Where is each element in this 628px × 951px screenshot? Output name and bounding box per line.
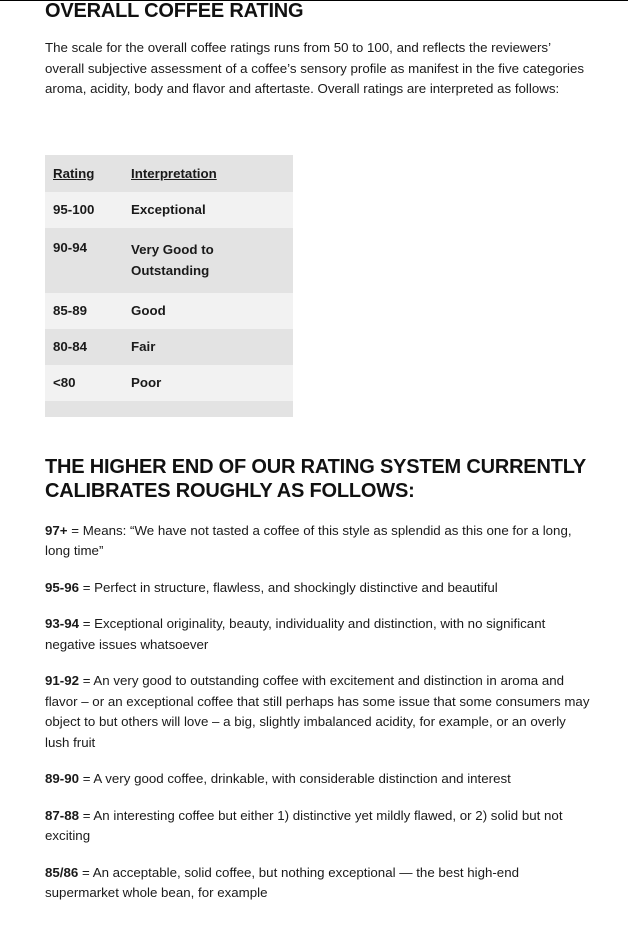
level-text: = An acceptable, solid coffee, but nothing exceptional — the best high-end supermarket whole bean, for example — [45, 864, 519, 900]
intro-paragraph: The scale for the overall coffee ratings runs from 50 to 100, and reflects the reviewers’ overall subjective assessment of a coffee’s sensory profile as manifest in the five categories aroma, acidity, body and flavor and aftertaste. Overall ratings are interpreted as follows: — [45, 40, 585, 96]
calibration-heading: THE HIGHER END OF OUR RATING SYSTEM CURRENTLY CALIBRATES ROUGHLY AS FOLLOWS: — [45, 455, 586, 502]
header-rating: Rating — [45, 155, 123, 192]
table-row — [45, 228, 293, 293]
interpretation-cell: Poor — [123, 365, 293, 401]
level-score: 93-94 — [45, 616, 80, 631]
list-item — [45, 521, 590, 562]
table-footer-cell — [45, 401, 293, 417]
level-score: 97+ — [45, 522, 68, 538]
interpretation-cell: Good — [123, 293, 293, 329]
list-item — [45, 614, 590, 655]
level-text: = An very good to outstanding coffee with excitement and distinction in aroma and flavor – or an exceptional coffee that still perhaps has some issue that some consumers may object to but others will love – a big, slightly imbalanced acidity, for example, or an overly lush fruit — [45, 673, 590, 750]
table-header-row — [45, 155, 293, 192]
interpretation-cell: Fair — [123, 329, 293, 365]
level-score: 89-90 — [45, 771, 80, 786]
interpretation-cell: Exceptional — [123, 192, 293, 228]
level-score: 85/86 — [45, 864, 79, 880]
level-text: = An interesting coffee but either 1) distinctive yet mildly flawed, or 2) solid but not exciting — [45, 807, 563, 843]
overall-rating-heading: OVERALL COFFEE RATING — [45, 0, 304, 22]
ratings-table — [45, 155, 293, 417]
level-text: = Means: “We have not tasted a coffee of this style as splendid as this one for a long, long time” — [45, 522, 572, 558]
list-item — [45, 863, 590, 904]
level-text: = Perfect in structure, flawless, and shockingly distinctive and beautiful — [79, 579, 498, 595]
level-score: 95-96 — [45, 579, 80, 595]
table-row — [45, 192, 293, 228]
rating-cell: 85-89 — [45, 293, 123, 329]
level-text: = Exceptional originality, beauty, individuality and distinction, with no significant negative issues whatsoever — [45, 616, 546, 652]
interpretation-cell: Very Good to Outstanding — [123, 228, 293, 293]
article-content — [45, 0, 590, 920]
level-text: = A very good coffee, drinkable, with considerable distinction and interest — [79, 771, 511, 786]
table-footer-row — [45, 401, 293, 417]
list-item — [45, 806, 590, 847]
table-row — [45, 365, 293, 401]
header-interpretation: Interpretation — [123, 155, 293, 192]
calibration-list — [45, 521, 590, 904]
rating-cell: 90-94 — [45, 228, 123, 293]
level-score: 87-88 — [45, 807, 80, 823]
list-item — [45, 578, 590, 599]
table-row — [45, 329, 293, 365]
table-row — [45, 293, 293, 329]
list-item — [45, 671, 590, 753]
rating-cell: <80 — [45, 365, 123, 401]
rating-cell: 95-100 — [45, 192, 123, 228]
list-item — [45, 769, 590, 790]
level-score: 91-92 — [45, 673, 80, 688]
rating-cell: 80-84 — [45, 329, 123, 365]
